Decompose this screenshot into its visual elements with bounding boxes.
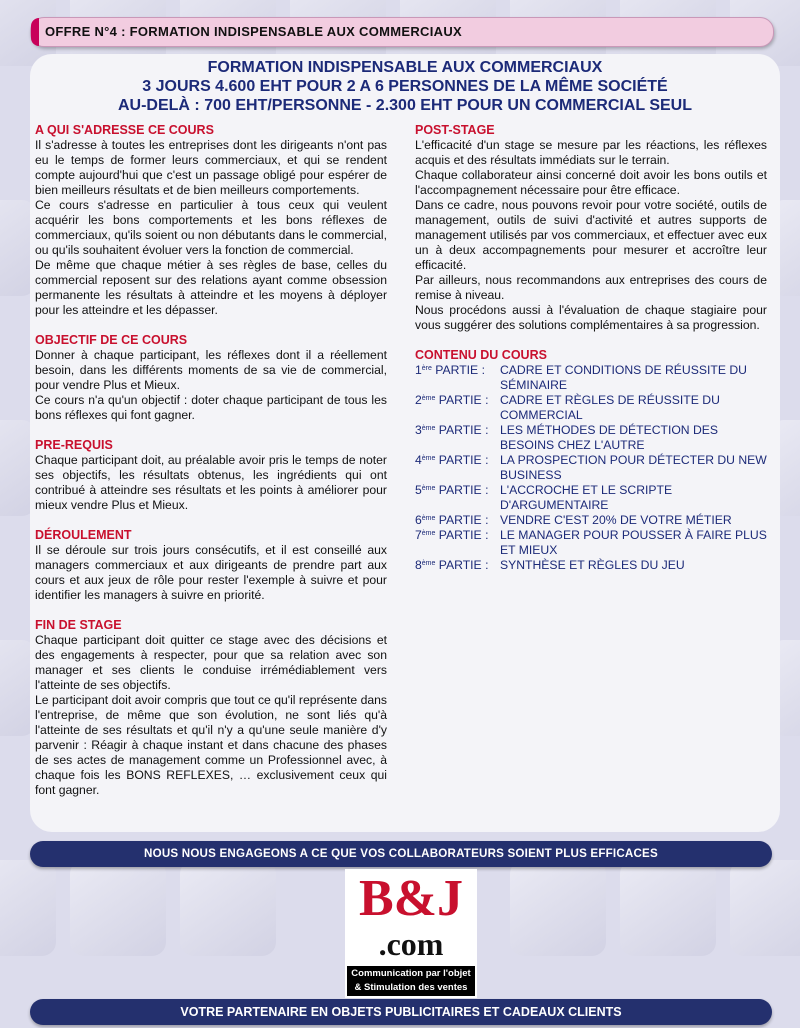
- logo-domain: .com: [378, 926, 444, 962]
- objectif-heading: OBJECTIF DE CE COURS: [35, 333, 188, 347]
- objectif-paragraph: Donner à chaque participant, les réflexes dont il a réellement besoin, dans les différents moments de sa vie de commercial, pour vendre Plus et Mieux.: [35, 348, 387, 392]
- headline-line-1: FORMATION INDISPENSABLE AUX COMMERCIAUX: [207, 59, 603, 76]
- fin-stage-heading: FIN DE STAGE: [35, 618, 122, 632]
- post-stage-paragraph: L'efficacité d'un stage se mesure par les réactions, les réflexes acquis et des résultats immédiats sur le terrain.: [415, 138, 767, 167]
- course-part-title: LES MÉTHODES DE DÉTECTION DES BESOINS CHEZ L'AUTRE: [500, 423, 719, 452]
- commitment-banner: NOUS NOUS ENGAGEONS A CE QUE VOS COLLABORATEURS SOIENT PLUS EFFICACES: [30, 841, 772, 867]
- course-part: 4ème PARTIE : LA PROSPECTION POUR DÉTECTER DU NEW BUSINESS: [415, 453, 767, 482]
- headline-line-3: AU-DELÀ : 700 EHT/PERSONNE - 2.300 EHT POUR UN COMMERCIAL SEUL: [117, 97, 692, 114]
- offer-tab: [30, 17, 774, 47]
- public-heading: A QUI S'ADRESSE CE COURS: [35, 123, 214, 137]
- post-stage-heading: POST-STAGE: [415, 123, 495, 137]
- public-paragraph: De même que chaque métier à ses règles de base, celles du commercial reposent sur des relations ayant comme obsession permanente les résultats à atteindre et les moyens à déployer pour les atteindre et les dépasser.: [35, 258, 387, 317]
- prerequis-heading: PRE-REQUIS: [35, 438, 113, 452]
- course-part: 2ème PARTIE : CADRE ET RÈGLES DE RÉUSSITE DU COMMERCIAL: [415, 393, 767, 423]
- course-part-title: L'ACCROCHE ET LE SCRIPTE D'ARGUMENTAIRE: [500, 483, 673, 512]
- course-part: 3ème PARTIE : LES MÉTHODES DE DÉTECTION DES BESOINS CHEZ L'AUTRE: [415, 423, 767, 453]
- fin-stage-paragraph: Le participant doit avoir compris que tout ce qu'il représente dans l'entreprise, de même que son évolution, ne sont liés qu'à l'atteinte de ses résultats et qu'il n'y a qu'une seule manière d'y parvenir : Réagir à chaque instant et dans chacune des phases de ses actes de management comme un Professionnel avec, à chaque fois les BONS REFLEXES, … exclusivement ceux qui font gagner.: [35, 693, 387, 797]
- course-parts-list: [415, 363, 767, 573]
- post-stage-paragraph: Chaque collaborateur ainsi concerné doit avoir les bons outils et l'accompagnement nécessaire pour être efficace.: [415, 168, 767, 197]
- public-paragraph: Il s'adresse à toutes les entreprises dont les dirigeants n'ont pas eu le temps de former leurs commerciaux, et qui se rendent compte aujourd'hui que c'est un passage obligé pour espérer de bien meilleurs résultats et de bien meilleurs comportements.: [35, 138, 387, 197]
- contenu-heading: CONTENU DU COURS: [415, 348, 547, 362]
- course-part: 6ème PARTIE : VENDRE C'EST 20% DE VOTRE MÉTIER: [415, 513, 767, 528]
- post-stage-paragraph: Nous procédons aussi à l'évaluation de chaque stagiaire pour vous suggérer des solutions complémentaires à sa progression.: [415, 303, 767, 332]
- course-part-title: LA PROSPECTION POUR DÉTECTER DU NEW BUSINESS: [500, 453, 767, 482]
- headline-line-2: 3 JOURS 4.600 EHT POUR 2 A 6 PERSONNES DE LA MÊME SOCIÉTÉ: [142, 78, 668, 95]
- public-paragraph: Ce cours s'adresse en particulier à tous ceux qui veulent acquérir les bons comportements et les bons réflexes de commerciaux, qu'ils soient ou non débutants dans le commercial, ou qu'ils souhaitent évoluer vers la fonction de commercial.: [35, 198, 387, 257]
- fin-stage-paragraph: Chaque participant doit quitter ce stage avec des décisions et des engagements à respecter, pour que sa relation avec son manager et ses clients le conduise irrémédiablement vers l'atteinte de ses objectifs.: [35, 633, 387, 692]
- headline: [30, 58, 780, 115]
- logo-brand: B&J: [359, 870, 463, 927]
- post-stage-paragraph: Par ailleurs, nous recommandons aux entreprises des cours de remise à niveau.: [415, 273, 767, 302]
- course-part-title: CADRE ET RÈGLES DE RÉUSSITE DU COMMERCIAL: [500, 393, 720, 422]
- course-part-title: LE MANAGER POUR POUSSER À FAIRE PLUS ET MIEUX: [500, 528, 767, 557]
- offer-tab-accent: [31, 18, 39, 46]
- objectif-paragraph: Ce cours n'a qu'un objectif : doter chaque participant de tous les bons réflexes qui font gagner.: [35, 393, 387, 422]
- course-part-title: SYNTHÈSE ET RÈGLES DU JEU: [500, 558, 685, 572]
- logo-tagline: Communication par l'objet & Stimulation des ventes: [347, 966, 475, 996]
- post-stage-paragraph: Dans ce cadre, nous pouvons revoir pour votre société, outils de management, outils de suivi d'activité et autres supports de management utilisés par vos commerciaux, et effectuer avec eux un à deux accompagnements pour mesurer et accroître leur efficacité.: [415, 198, 767, 272]
- left-column: [35, 123, 387, 798]
- course-part-title: CADRE ET CONDITIONS DE RÉUSSITE DU SÉMINAIRE: [500, 363, 747, 392]
- partner-banner: VOTRE PARTENAIRE EN OBJETS PUBLICITAIRES ET CADEAUX CLIENTS: [30, 999, 772, 1025]
- bj-logo: [345, 869, 477, 998]
- right-column: [415, 123, 767, 573]
- offer-tab-label: OFFRE N°4 : FORMATION INDISPENSABLE AUX COMMERCIAUX: [45, 24, 463, 39]
- course-part: 8ème PARTIE : SYNTHÈSE ET RÈGLES DU JEU: [415, 558, 767, 573]
- course-part: 7ème PARTIE : LE MANAGER POUR POUSSER À FAIRE PLUS ET MIEUX: [415, 528, 767, 557]
- prerequis-paragraph: Chaque participant doit, au préalable avoir pris le temps de noter ses objectifs, les résultats obtenus, les ingrédients qui ont contribué à atteindre ses résultats et les points à améliorer pour mieux vendre Plus et Mieux.: [35, 453, 387, 512]
- deroulement-paragraph: Il se déroule sur trois jours consécutifs, et il est conseillé aux managers commerciaux et aux dirigeants de prendre part aux cours et aux jeux de rôle pour rester l'exemple à suivre et pour identifier les managers à suivre en priorité.: [35, 543, 387, 602]
- course-part: 1ère PARTIE : CADRE ET CONDITIONS DE RÉUSSITE DU SÉMINAIRE: [415, 363, 767, 393]
- course-part-title: VENDRE C'EST 20% DE VOTRE MÉTIER: [500, 513, 732, 527]
- deroulement-heading: DÉROULEMENT: [35, 528, 132, 542]
- course-part: 5ème PARTIE : L'ACCROCHE ET LE SCRIPTE D'ARGUMENTAIRE: [415, 483, 767, 513]
